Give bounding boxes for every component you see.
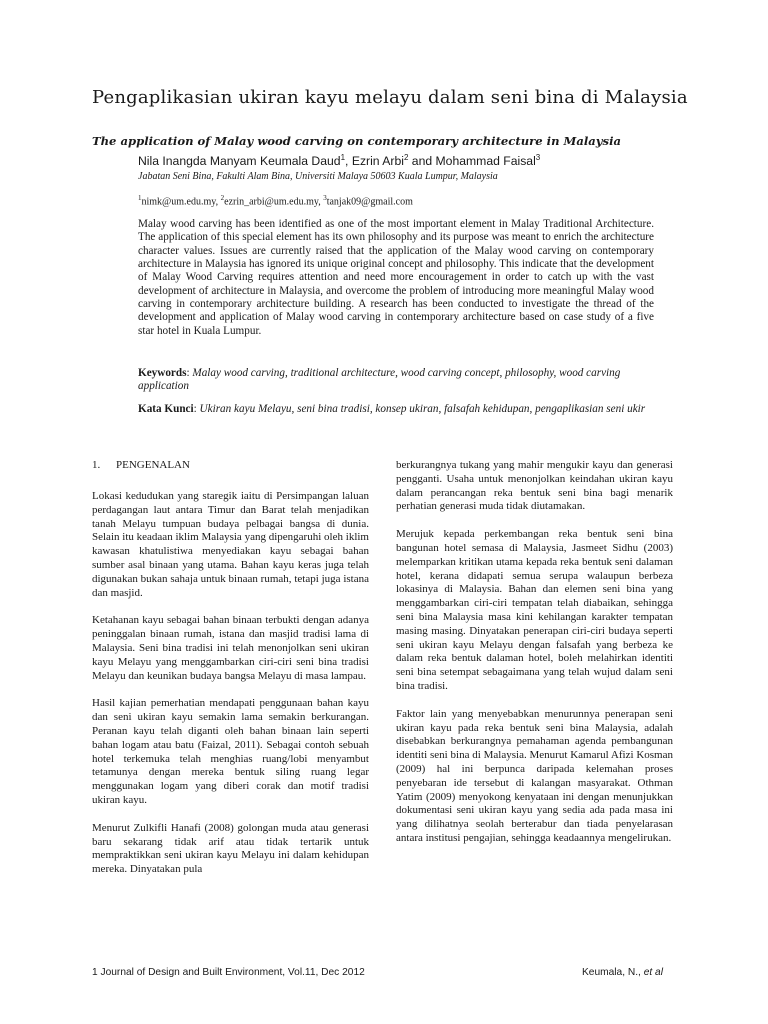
section-number: 1. bbox=[92, 459, 101, 471]
keywords-text: Malay wood carving, traditional architecture, wood carving concept, philosophy, wood carving application bbox=[138, 367, 621, 393]
keywords bbox=[138, 367, 654, 394]
author-affil-mark: 2 bbox=[403, 153, 409, 162]
paper-subtitle: The application of Malay wood carving on contemporary architecture in Malaysia bbox=[92, 134, 621, 148]
author-separator: and bbox=[408, 154, 436, 169]
email-mark: 1 bbox=[138, 194, 142, 202]
kata-kunci-text: Ukiran kayu Melayu, seni bina tradisi, konsep ukiran, falsafah kehidupan, pengaplikasian seni ukir bbox=[199, 403, 646, 415]
kata-kunci-label: Kata Kunci bbox=[138, 403, 194, 415]
author-affil-mark: 1 bbox=[340, 153, 346, 162]
body-paragraph: Faktor lain yang menyebabkan menurunnya penerapan seni ukiran kayu pada reka bentuk seni bina Malaysia, adalah disebabkan berkurangnya pemahaman agenda pembangunan identiti seni bina di Malaysia. Menurut Kamarul Afizi Kosman (2009) hal ini berpunca daripada kelemahan proses penyebaran ide tersebut di kalangan masyarakat. Othman Yatim (2009) menyokong kenyataan ini dengan menunjukkan dokumentasi seni ukiran kayu yang sedia ada pada masa ini yang dilihatnya seolah berterabur dan tiada penyelarasan antara institusi pengajian, sehingga keadaannya mengelirukan. bbox=[396, 707, 673, 844]
body-paragraph: Hasil kajian pemerhatian mendapati penggunaan bahan kayu dan seni ukiran kayu semakin lama semakin berkurangan. Peranan kayu telah diganti oleh bahan binaan lain seperti bahan logam atau batu (Faizal, 2011). Sebagai contoh sebuah hotel terkemuka telah menghias ruang/lobi menyambut tetamunya dengan mereka bentuk siling ruang legar menggunakan logam yang diberi corak dan motif tradisi ukiran kayu. bbox=[92, 697, 369, 806]
author-separator: , bbox=[345, 154, 352, 169]
author-list bbox=[138, 153, 698, 168]
paper-title: Pengaplikasian ukiran kayu melayu dalam seni bina di Malaysia bbox=[92, 87, 688, 108]
author-name: Ezrin Arbi bbox=[351, 154, 404, 169]
body-paragraph: Lokasi kedudukan yang staregik iaitu di Persimpangan laluan perdagangan laut antara Timur dan Barat telah menjadikan tanah Melayu tumpuan budaya pelbagai bangsa di dunia. Selain itu keadaan iklim Malaysia yang dipengaruhi oleh iklim kawasan khatulistiwa menyediakan kayu sebagai bahan sumber asal binaan yang utama. Bahan kayu keras juga telah digunakan bukan sahaja untuk binaan rumah, tetapi juga istana dan masjid. bbox=[92, 490, 369, 599]
author-name: Nila Inangda Manyam Keumala Daud bbox=[138, 154, 341, 169]
email-address: ezrin_arbi@um.edu.my, bbox=[224, 196, 324, 208]
body-paragraph: Merujuk kepada perkembangan reka bentuk seni bina bangunan hotel semasa di Malaysia, Jasmeet Sidhu (2003) melemparkan kritikan utama kepada reka bentuk seni dalaman hotel, kerana didapati semua serupa walaupun berbeza lokasinya di Malaysia. Bahan dan elemen seni bina yang menggambarkan ciri-ciri tempatan telah diabaikan, sehingga seni bina Malaysia masa kini kehilangan karakter tempatan masing masing. Dinyatakan penerapan ciri-ciri budaya seperti seni ukiran kayu Melayu dengan falsafah yang berbeza ke dalam reka bentuk dalaman hotel, boleh melahirkan identiti seni bina setempat sebagaimana yang telah wujud dalam seni bina tradisi. bbox=[396, 528, 673, 692]
keywords-label: Keywords bbox=[138, 367, 187, 379]
email-address: nimk@um.edu.my, bbox=[141, 196, 221, 208]
author-affiliation: Jabatan Seni Bina, Fakulti Alam Bina, Universiti Malaya 50603 Kuala Lumpur, Malaysia bbox=[138, 171, 498, 182]
email-mark: 2 bbox=[220, 194, 225, 202]
body-paragraph: berkurangnya tukang yang mahir mengukir kayu dan generasi pengganti. Usaha untuk menonjolkan keindahan ukiran kayu dalam perancangan reka bentuk seni bina bagi menarik perhatian generasi muda tidak diutamakan. bbox=[396, 459, 673, 513]
author-emails bbox=[138, 194, 698, 207]
author-name: Mohammad Faisal bbox=[435, 154, 536, 169]
body-paragraph: Ketahanan kayu sebagai bahan binaan terbukti dengan adanya peninggalan binaan rumah, istana dan masjid tradisi lama di Malaysia. Seni bina tradisi ini telah menonjolkan seni ukiran kayu Melayu yang menggambarkan ciri-ciri seni bina tradisi Melayu dan keunikan budaya bangsa Melayu di masa lampau. bbox=[92, 614, 369, 682]
section-title: PENGENALAN bbox=[116, 459, 190, 471]
footer-etal: et al bbox=[643, 967, 663, 978]
abstract: Malay wood carving has been identified as one of the most important element in Malay Traditional Architecture. The application of this special element has its own philosophy and its purpose was meant to enrich the architecture character values. Issues are currently raised that the application of the Malay wood carving on contemporary architecture in Malaysia has ignored its unique original concept and philosophy. This indicate that the development of Malay Wood Carving requires attention and need more encouragement in order to catch up with the vast development of architecture in Malaysia, and overcome the problem of introducing more meaningful Malay wood carving in contemporary architecture building. A research has been conducted to investigate the thread of the development and application of Malay wood carving in contemporary architecture based on case study of a five star hotel in Kuala Lumpur. bbox=[138, 218, 654, 337]
kata-kunci-separator: : bbox=[193, 403, 200, 415]
right-column bbox=[396, 459, 673, 860]
footer-author-name: Keumala, N., bbox=[582, 967, 644, 978]
keywords-separator: : bbox=[186, 367, 193, 379]
author-affil-mark: 3 bbox=[535, 153, 541, 162]
footer-author bbox=[582, 967, 663, 978]
email-address: tanjak09@gmail.com bbox=[326, 196, 413, 208]
email-mark: 3 bbox=[323, 194, 327, 202]
section-heading bbox=[92, 458, 369, 472]
body-paragraph: Menurut Zulkifli Hanafi (2008) golongan muda atau generasi baru sekarang tidak arif atau tidak tertarik untuk mempraktikkan seni ukiran kayu Melayu ini dalam kehidupan mereka. Dinyatakan pula bbox=[92, 821, 369, 876]
left-column bbox=[92, 458, 369, 891]
footer-journal: 1 Journal of Design and Built Environment, Vol.11, Dec 2012 bbox=[92, 967, 365, 978]
kata-kunci bbox=[138, 403, 654, 416]
